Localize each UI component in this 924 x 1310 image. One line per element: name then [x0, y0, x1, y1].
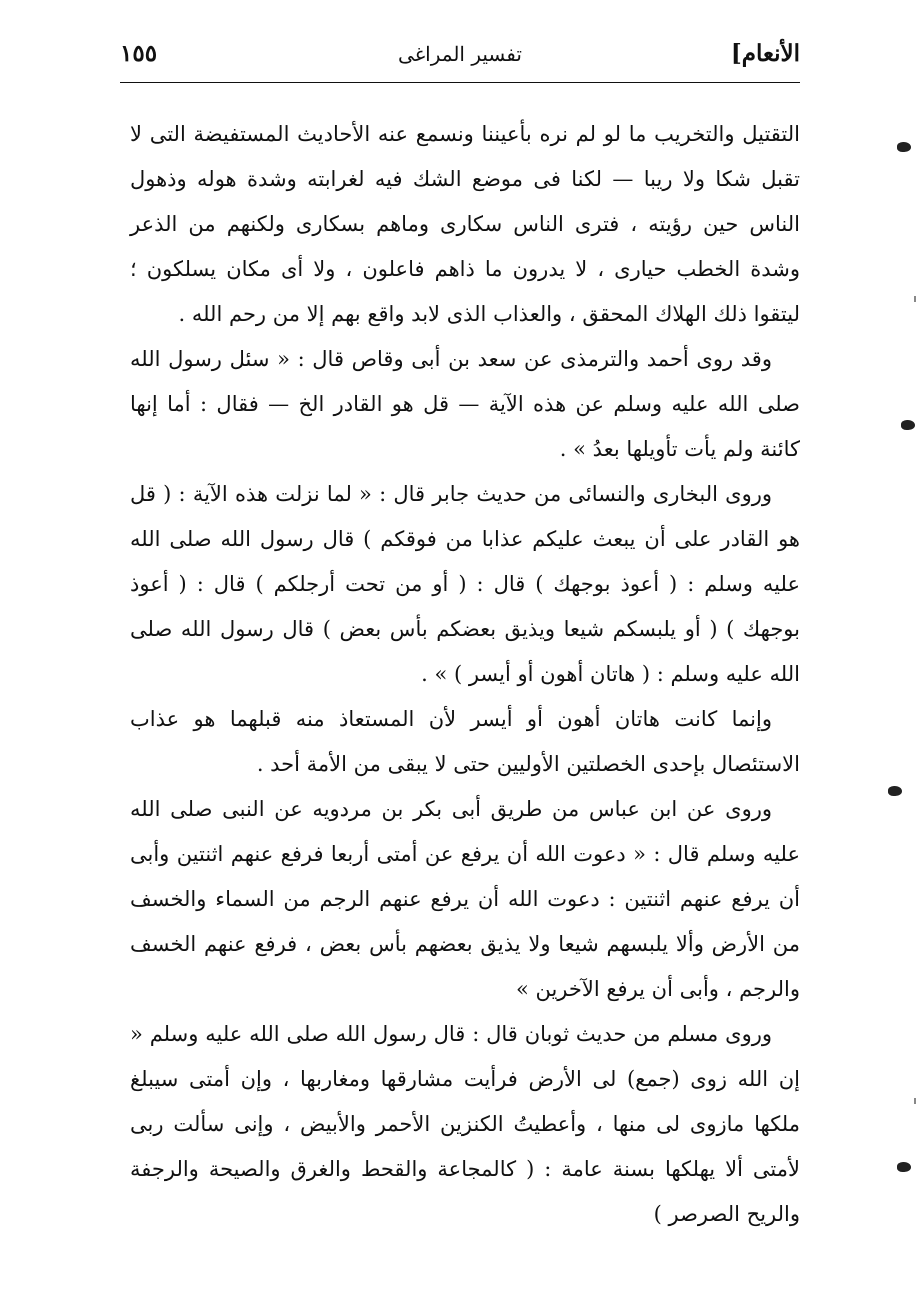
header-rule	[120, 82, 800, 83]
chapter-name: الأنعام]	[730, 40, 800, 67]
paragraph-6: وروى مسلم من حديث ثوبان قال : قال رسول الله صلى الله عليه وسلم « إن الله زوى (جمع) لى الأرض فرأيت مشارقها ومغاربها ، وإن أمتى سيبلغ ملكها مازوى لى منها ، وأعطيتُ الكنزين الأحمر والأبيض ، وإنى سألت ربى لأمتى ألا يهلكها بسنة عامة : ( كالمجاعة والقحط والغرق والصيحة والرجفة والريح الصرصر )	[130, 1022, 800, 1226]
scan-mark	[888, 786, 902, 796]
scan-speck	[914, 296, 916, 302]
page-number: ١٥٥	[120, 40, 158, 67]
paragraph-4: وإنما كانت هاتان أهون أو أيسر لأن المستعاذ منه قبلهما هو عذاب الاستئصال بإحدى الخصلتين الأوليين حتى لا يبقى من الأمة أحد .	[130, 707, 800, 776]
paragraph-1: التقتيل والتخريب ما لو لم نره بأعيننا ونسمع عنه الأحاديث المستفيضة التى لا تقبل شكا ولا ريبا — لكنا فى موضع الشك فيه لغرابته وشدة هوله وذهول الناس حين رؤيته ، فترى الناس سكارى وماهم بسكارى ولكنهم من الذعر وشدة الخطب حيارى ، لا يدرون ما ذاهم فاعلون ، ولا أى مكان يسلكون ؛ ليتقوا ذلك الهلاك المحقق ، والعذاب الذى لابد واقع بهم إلا من رحم الله .	[130, 122, 800, 326]
scan-mark	[901, 420, 915, 430]
running-header	[120, 36, 800, 80]
body-text	[130, 112, 800, 1237]
book-title: تفسير المراغى	[398, 42, 522, 66]
scan-mark	[897, 1162, 911, 1172]
scan-mark	[897, 142, 911, 152]
paragraph-3: وروى البخارى والنسائى من حديث جابر قال : « لما نزلت هذه الآية : ( قل هو القادر على أن يبعث عليكم عذابا من فوقكم ) قال رسول الله صلى الله عليه وسلم : ( أعوذ بوجهك ) قال : ( أو من تحت أرجلكم ) قال : ( أعوذ بوجهك ) ( أو يلبسكم شيعا ويذيق بعضكم بأس بعض ) قال رسول الله صلى الله عليه وسلم : ( هاتان أهون أو أيسر ) » .	[130, 482, 800, 686]
paragraph-5: وروى عن ابن عباس من طريق أبى بكر بن مردويه عن النبى صلى الله عليه وسلم قال : « دعوت الله أن يرفع عن أمتى أربعا فرفع عنهم اثنتين وأبى أن يرفع عنهم اثنتين : دعوت الله أن يرفع عنهم الرجم من السماء والخسف من الأرض وألا يلبسهم شيعا ولا يذيق بعضهم بأس بعض ، فرفع عنهم الخسف والرجم ، وأبى أن يرفع الآخرين »	[130, 797, 800, 1001]
paragraph-2: وقد روى أحمد والترمذى عن سعد بن أبى وقاص قال : « سئل رسول الله صلى الله عليه وسلم عن هذه الآية — قل هو القادر الخ — فقال : أما إنها كائنة ولم يأت تأويلها بعدُ » .	[130, 347, 800, 461]
scan-speck	[914, 1098, 916, 1104]
